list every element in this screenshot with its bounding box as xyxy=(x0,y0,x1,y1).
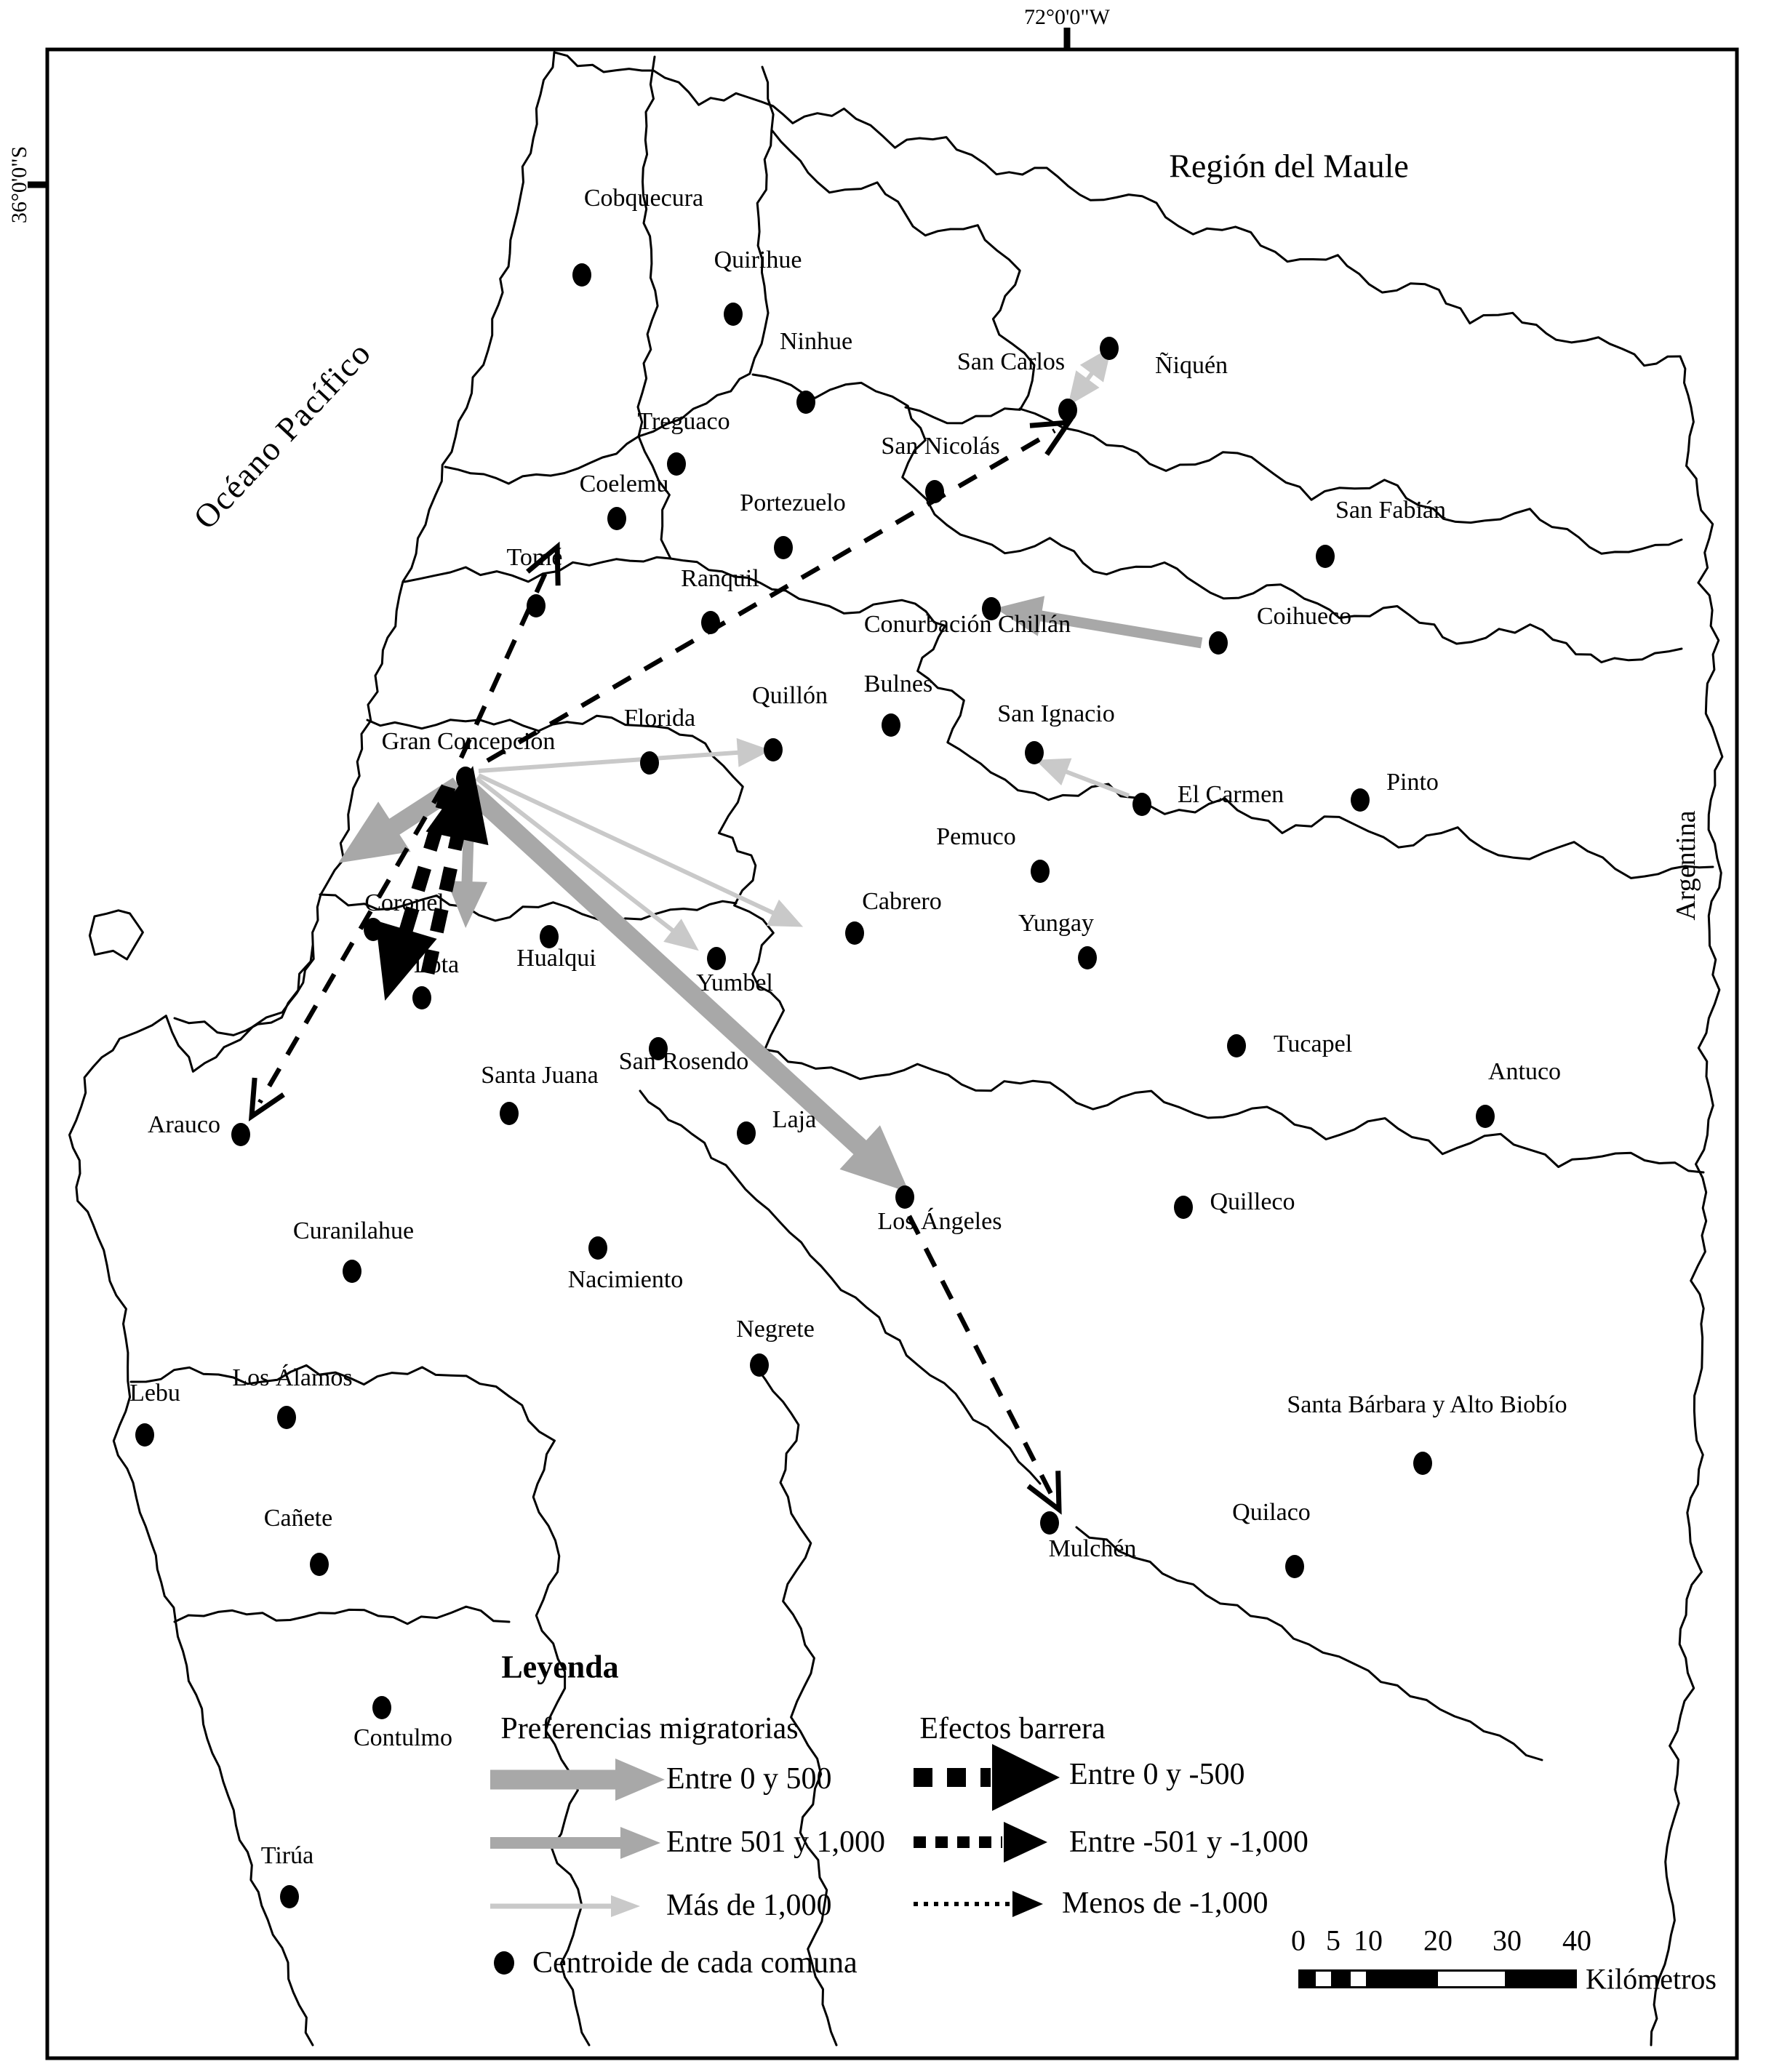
centroid-dot xyxy=(277,1406,296,1429)
boundary-line xyxy=(947,525,1682,663)
centroid-dot xyxy=(895,1185,914,1209)
commune-label: Hualqui xyxy=(516,945,596,972)
commune-label: Lebu xyxy=(129,1380,180,1407)
commune-label: Gran Concepción xyxy=(381,728,556,755)
legend-arrow-pref-0-500 xyxy=(486,1756,668,1803)
centroid-dot xyxy=(1285,1555,1304,1578)
commune-label: Quilleco xyxy=(1210,1188,1295,1215)
commune-label: San Nicolás xyxy=(881,433,1000,460)
centroid-dot xyxy=(1174,1196,1193,1219)
centroid-dot xyxy=(667,452,686,476)
arrow-pref-1000 xyxy=(1049,765,1129,796)
map-frame xyxy=(47,49,1737,2058)
commune-label: Coronel xyxy=(364,889,444,916)
legend-label-pref-1000: Más de 1,000 xyxy=(666,1889,832,1922)
commune-label: Nacimiento xyxy=(567,1266,684,1293)
commune-label: Curanilahue xyxy=(292,1217,415,1244)
legend-arrow-bar-1000 xyxy=(911,1889,1067,1919)
scalebar-tick-40: 40 xyxy=(1562,1924,1591,1957)
legend-label-pref-0-500: Entre 0 y 500 xyxy=(666,1762,832,1796)
arrow-pref-0-500 xyxy=(471,791,889,1174)
commune-label: Yumbel xyxy=(696,969,773,996)
centroid-dot xyxy=(412,986,431,1009)
commune-label: Pemuco xyxy=(936,823,1016,850)
boundary-line xyxy=(175,1607,509,1624)
legend-arrow-pref-501-1000 xyxy=(486,1825,668,1861)
arrow-bar-501-1000 xyxy=(260,785,444,1103)
commune-label: Treguaco xyxy=(637,408,730,435)
boundary-line xyxy=(802,1063,1703,1172)
commune-label: Antuco xyxy=(1487,1058,1562,1085)
commune-label: Florida xyxy=(623,705,696,732)
centroid-dot xyxy=(1351,788,1370,812)
centroid-dot xyxy=(607,507,626,530)
boundary-line xyxy=(175,945,313,1035)
scalebar-tick-30: 30 xyxy=(1493,1924,1522,1957)
centroid-dot xyxy=(1476,1105,1495,1128)
longitude-label: 72°0'0"W xyxy=(1024,5,1110,29)
commune-label: Negrete xyxy=(736,1316,815,1343)
centroid-dot xyxy=(737,1121,756,1145)
centroid-dot xyxy=(1209,631,1228,655)
ocean-label: Océano Pacífico xyxy=(185,333,379,537)
centroid-dot xyxy=(1413,1452,1432,1475)
boundary-line xyxy=(638,57,658,436)
scalebar xyxy=(1298,1969,1577,1988)
centroid-dot xyxy=(135,1423,154,1447)
legend-label-pref-501-1000: Entre 501 y 1,000 xyxy=(666,1825,885,1859)
legend-centroid-icon xyxy=(492,1950,521,1979)
centroid-dot xyxy=(588,1236,607,1260)
centroid-dot xyxy=(231,1123,250,1146)
centroid-dot xyxy=(1058,399,1077,422)
centroid-dot xyxy=(343,1260,361,1283)
scalebar-tick-10: 10 xyxy=(1354,1924,1383,1957)
commune-label: Laja xyxy=(772,1106,817,1133)
arrow-bar-0-500 xyxy=(428,800,466,973)
argentina-label: Argentina xyxy=(1671,810,1701,921)
commune-label: Mulchén xyxy=(1048,1535,1137,1562)
scalebar-unit: Kilómetros xyxy=(1586,1962,1717,1996)
commune-label: Yungay xyxy=(1018,910,1094,937)
commune-label: Tirúa xyxy=(260,1842,314,1869)
commune-label: San Ignacio xyxy=(997,700,1115,727)
commune-label: Arauco xyxy=(147,1111,221,1138)
centroid-dot xyxy=(456,767,475,790)
centroid-dot xyxy=(310,1553,329,1576)
commune-label: Coihueco xyxy=(1256,603,1352,630)
legend-arrow-pref-1000 xyxy=(486,1892,668,1920)
commune-label: San Rosendo xyxy=(618,1048,749,1075)
latitude-label: 36°0'0"S xyxy=(7,145,31,224)
centroid-dot xyxy=(640,751,659,775)
centroid-dot xyxy=(280,1885,299,1908)
arrow-bar-501-1000 xyxy=(487,431,1055,761)
boundary-line xyxy=(554,52,1680,366)
commune-label: Bulnes xyxy=(863,671,933,697)
legend-label-bar-0-500: Entre 0 y -500 xyxy=(1069,1758,1245,1791)
centroid-dot xyxy=(500,1102,519,1125)
commune-label: San Fabián xyxy=(1335,497,1447,524)
commune-label: Cabrero xyxy=(862,888,942,915)
commune-label: Ñiquén xyxy=(1154,352,1228,379)
centroid-dot xyxy=(364,918,383,941)
commune-boundaries xyxy=(70,52,1722,2045)
legend-arrow-bar-0-500 xyxy=(911,1741,1067,1814)
centroid-dot xyxy=(1132,793,1151,816)
boundary-line xyxy=(991,772,1713,878)
centroid-dot xyxy=(1078,946,1097,969)
legend-preferences-title: Preferencias migratorias xyxy=(500,1712,799,1745)
commune-label: Contulmo xyxy=(353,1724,453,1751)
centroid-dot xyxy=(764,738,783,761)
boundary-line xyxy=(756,1367,836,2045)
boundary-line xyxy=(640,1091,1040,1484)
legend-barriers-title: Efectos barrera xyxy=(919,1712,1106,1745)
boundary-line xyxy=(1076,1527,1542,1760)
commune-label: Santa Juana xyxy=(481,1062,599,1089)
north-region-label: Región del Maule xyxy=(1169,147,1409,185)
commune-label: Cobquecura xyxy=(583,185,704,212)
legend-arrow-bar-501-1000 xyxy=(911,1819,1067,1865)
commune-label: Lota xyxy=(413,951,460,978)
centroid-dot xyxy=(1040,1511,1059,1535)
commune-label: Ninhue xyxy=(779,328,853,355)
commune-label: San Carlos xyxy=(956,348,1066,375)
commune-label: Santa Bárbara y Alto Biobío xyxy=(1287,1391,1567,1418)
commune-label: Ranquil xyxy=(681,565,759,592)
commune-label: Quillón xyxy=(752,682,828,709)
commune-label: Los Ángeles xyxy=(877,1208,1002,1235)
legend-title: Leyenda xyxy=(501,1649,619,1685)
centroid-dot xyxy=(1100,337,1119,360)
centroid-dot xyxy=(707,947,726,970)
centroid-dot xyxy=(845,921,864,945)
scalebar-tick-20: 20 xyxy=(1423,1924,1453,1957)
legend-label-bar-501-1000: Entre -501 y -1,000 xyxy=(1069,1825,1308,1859)
centroid-dot xyxy=(372,1696,391,1719)
commune-label: Los Álamos xyxy=(232,1364,353,1391)
boundary-line xyxy=(639,436,671,559)
boundary-line xyxy=(70,52,555,2045)
commune-label: Tucapel xyxy=(1273,1031,1353,1057)
commune-label: Quirihue xyxy=(714,247,802,273)
commune-label: Cañete xyxy=(263,1505,333,1532)
commune-label: Portezuelo xyxy=(740,489,846,516)
commune-label: Coelemu xyxy=(579,471,669,497)
legend-label-bar-1000: Menos de -1,000 xyxy=(1062,1887,1268,1920)
centroid-dot xyxy=(527,594,546,617)
boundary-line xyxy=(772,131,1034,423)
centroid-dot xyxy=(1227,1034,1246,1057)
boundary-line xyxy=(1651,356,1722,2045)
centroid-dot xyxy=(1316,545,1335,568)
commune-label: Tomé xyxy=(506,544,563,571)
legend-label-centroid: Centroide de cada comuna xyxy=(532,1946,858,1980)
commune-label: Quilaco xyxy=(1232,1499,1311,1526)
scalebar-tick-5: 5 xyxy=(1326,1924,1341,1957)
centroid-dot xyxy=(774,536,793,559)
centroid-dot xyxy=(1025,741,1044,764)
commune-label: Conurbación Chillán xyxy=(863,611,1071,638)
centroid-dot xyxy=(701,611,720,634)
centroid-dot xyxy=(882,713,900,737)
scalebar-tick-0: 0 xyxy=(1291,1924,1306,1957)
centroid-dot xyxy=(796,391,815,414)
centroid-dot xyxy=(572,263,591,287)
boundary-line xyxy=(89,911,143,959)
arrow-pref-1000 xyxy=(1076,361,1101,394)
commune-labels xyxy=(129,185,1567,1869)
centroid-dot xyxy=(925,480,944,503)
centroid-dot xyxy=(750,1353,769,1377)
arrow-bar-501-1000 xyxy=(909,1216,1052,1495)
centroid-dot xyxy=(724,303,743,326)
commune-label: El Carmen xyxy=(1177,781,1284,808)
centroid-dot xyxy=(1031,860,1050,883)
commune-label: Pinto xyxy=(1386,769,1439,796)
boundary-line xyxy=(1020,409,1682,553)
